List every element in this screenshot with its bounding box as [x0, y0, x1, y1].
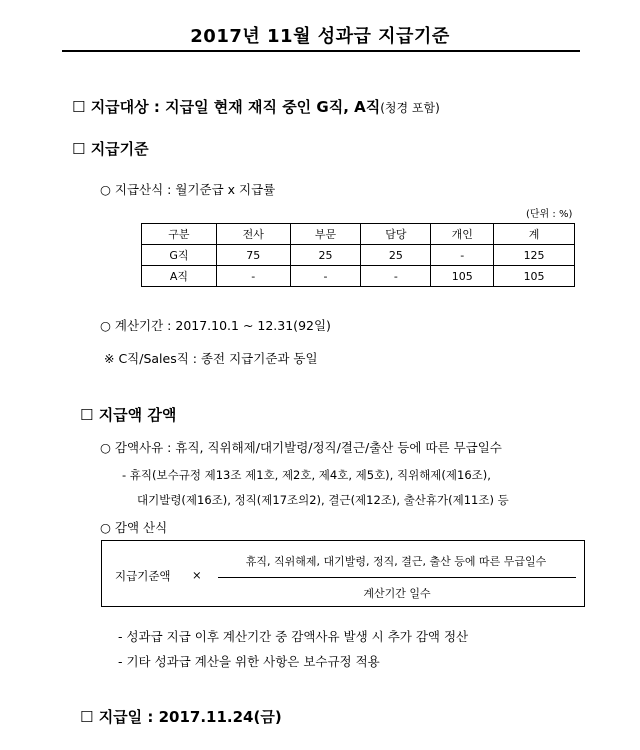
table-unit: (단위 : %): [526, 209, 573, 220]
checkbox-marker-icon: ☐: [80, 406, 94, 424]
reduction-reason-text: 감액사유 : 휴직, 직위해제/대기발령/정직/결근/출산 등에 따른 무급일수: [114, 440, 502, 455]
reduction-calc-label: 감액 산식: [114, 520, 168, 535]
table-cell: -: [361, 266, 431, 287]
criteria-label: 지급기준: [90, 140, 149, 158]
table-header-cell: 구분: [142, 224, 217, 245]
criteria-table: [141, 223, 575, 287]
table-cell: 125: [494, 245, 575, 266]
table-cell: A직: [142, 266, 217, 287]
criteria-formula: [100, 180, 275, 198]
reduction-detail-line1: - 휴직(보수규정 제13조 제1호, 제2호, 제4호, 제5호), 직위해제(제16조),: [122, 468, 491, 482]
target-label: 지급대상 : 지급일 현재 재직 중인 G직, A직: [90, 98, 381, 116]
table-header-cell: 계: [494, 224, 575, 245]
criteria-period-text: 계산기간 : 2017.10.1 ~ 12.31(92일): [114, 318, 331, 333]
section-criteria: [72, 138, 149, 159]
checkbox-marker-icon: ☐: [72, 140, 86, 158]
checkbox-marker-icon: ☐: [72, 98, 86, 116]
reduction-reason: [100, 438, 502, 456]
checkbox-marker-icon: ☐: [80, 708, 94, 726]
formula-left: 지급기준액: [115, 569, 171, 583]
table-header-cell: 전사: [216, 224, 290, 245]
table-header-row: [142, 224, 575, 245]
table-header-cell: 개인: [431, 224, 494, 245]
table-row: [142, 266, 575, 287]
table-cell: 105: [494, 266, 575, 287]
table-cell: 105: [431, 266, 494, 287]
section-reduction: [80, 404, 176, 425]
fraction-line: [218, 577, 576, 578]
table-cell: -: [216, 266, 290, 287]
formula-denominator: 계산기간 일수: [363, 587, 431, 600]
section-target: [72, 96, 440, 117]
table-header-cell: 부문: [290, 224, 361, 245]
circle-marker-icon: ○: [100, 440, 111, 455]
formula-times: ×: [192, 568, 202, 582]
table-cell: 75: [216, 245, 290, 266]
reduction-bullet1: - 성과급 지급 이후 계산기간 중 감액사유 발생 시 추가 감액 정산: [118, 629, 469, 644]
title-divider: [62, 50, 580, 52]
reduction-bullet2: - 기타 성과급 계산을 위한 사항은 보수규정 적용: [118, 654, 380, 669]
table-cell: 25: [361, 245, 431, 266]
table-row: [142, 245, 575, 266]
reduction-detail-line2: 대기발령(제16조), 정직(제17조의2), 결근(제12조), 출산휴가(제11조) 등: [137, 493, 509, 507]
table-cell: -: [431, 245, 494, 266]
target-note: (청경 포함): [380, 101, 440, 115]
table-cell: 25: [290, 245, 361, 266]
reduction-calc: [100, 518, 167, 536]
criteria-note: ※ C직/Sales직 : 종전 지급기준과 동일: [104, 351, 318, 366]
circle-marker-icon: ○: [100, 318, 111, 333]
reduction-label: 지급액 감액: [98, 406, 177, 424]
criteria-formula-text: 지급산식 : 월기준급 x 지급률: [114, 182, 276, 197]
formula-numerator: 휴직, 직위해제, 대기발령, 정직, 결근, 출산 등에 따른 무급일수: [245, 555, 547, 568]
table-header-cell: 담당: [361, 224, 431, 245]
criteria-period: [100, 316, 331, 334]
circle-marker-icon: ○: [100, 182, 111, 197]
table-cell: G직: [142, 245, 217, 266]
circle-marker-icon: ○: [100, 520, 111, 535]
page-title: 2017년 11월 성과급 지급기준: [190, 26, 450, 47]
payday-label: 지급일 : 2017.11.24(금): [98, 708, 282, 726]
section-payday: [80, 706, 282, 727]
table-cell: -: [290, 266, 361, 287]
